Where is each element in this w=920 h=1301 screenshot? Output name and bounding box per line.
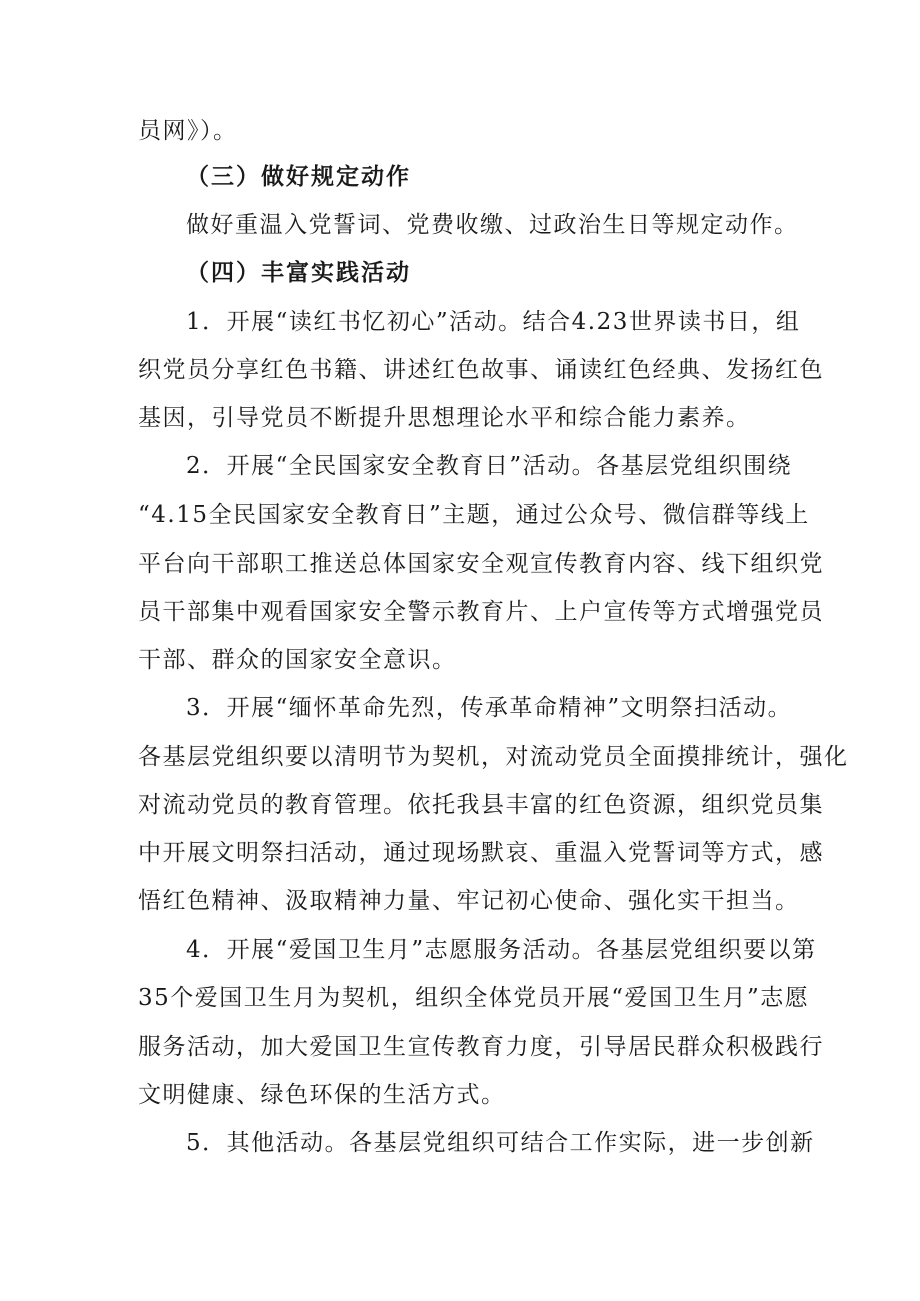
section-heading: （三）做好规定动作 <box>186 164 411 190</box>
paragraph-line: 文明健康、绿色环保的生活方式。 <box>138 1082 506 1108</box>
paragraph-line: 对流动党员的教育管理。依托我县丰富的红色资源，组织党员集 <box>138 792 824 818</box>
paragraph-line: 各基层党组织要以清明节为契机，对流动党员全面摸排统计，强化 <box>138 744 849 770</box>
paragraph-line: 员干部集中观看国家安全警示教育片、上户宣传等方式增强党员 <box>138 599 824 625</box>
paragraph-line: 做好重温入党誓词、党费收缴、过政治生日等规定动作。 <box>186 212 799 238</box>
paragraph-line: 干部、群众的国家安全意识。 <box>138 647 457 673</box>
paragraph-line: 3．开展“缅怀革命先烈，传承革命精神”文明祭扫活动。 <box>186 695 793 721</box>
section-heading: （四）丰富实践活动 <box>186 260 411 286</box>
paragraph-line: 4．开展“爱国卫生月”志愿服务活动。各基层党组织要以第 <box>186 937 817 963</box>
paragraph-line: 基因，引导党员不断提升思想理论水平和综合能力素养。 <box>138 405 751 431</box>
paragraph-line: “4.15全民国家安全教育日”主题，通过公众号、微信群等线上 <box>138 502 810 528</box>
paragraph-line: 悟红色精神、汲取精神力量、牢记初心使命、强化实干担当。 <box>138 888 800 914</box>
paragraph-line: 平台向干部职工推送总体国家安全观宣传教育内容、线下组织党 <box>138 551 824 577</box>
paragraph-line: 中开展文明祭扫活动，通过现场默哀、重温入党誓词等方式，感 <box>138 840 824 866</box>
paragraph-line: 5．其他活动。各基层党组织可结合工作实际，进一步创新 <box>186 1130 815 1156</box>
paragraph-line: 服务活动，加大爱国卫生宣传教育力度，引导居民群众积极践行 <box>138 1034 824 1060</box>
paragraph-line: 35个爱国卫生月为契机，组织全体党员开展“爱国卫生月”志愿 <box>138 985 810 1011</box>
paragraph-line: 1．开展“读红书忆初心”活动。结合4.23世界读书日，组 <box>186 309 801 335</box>
paragraph-line: 员网》）。 <box>138 118 238 144</box>
paragraph-line: 织党员分享红色书籍、讲述红色故事、诵读红色经典、发扬红色 <box>138 357 824 383</box>
paragraph-line: 2．开展“全民国家安全教育日”活动。各基层党组织围绕 <box>186 453 793 479</box>
